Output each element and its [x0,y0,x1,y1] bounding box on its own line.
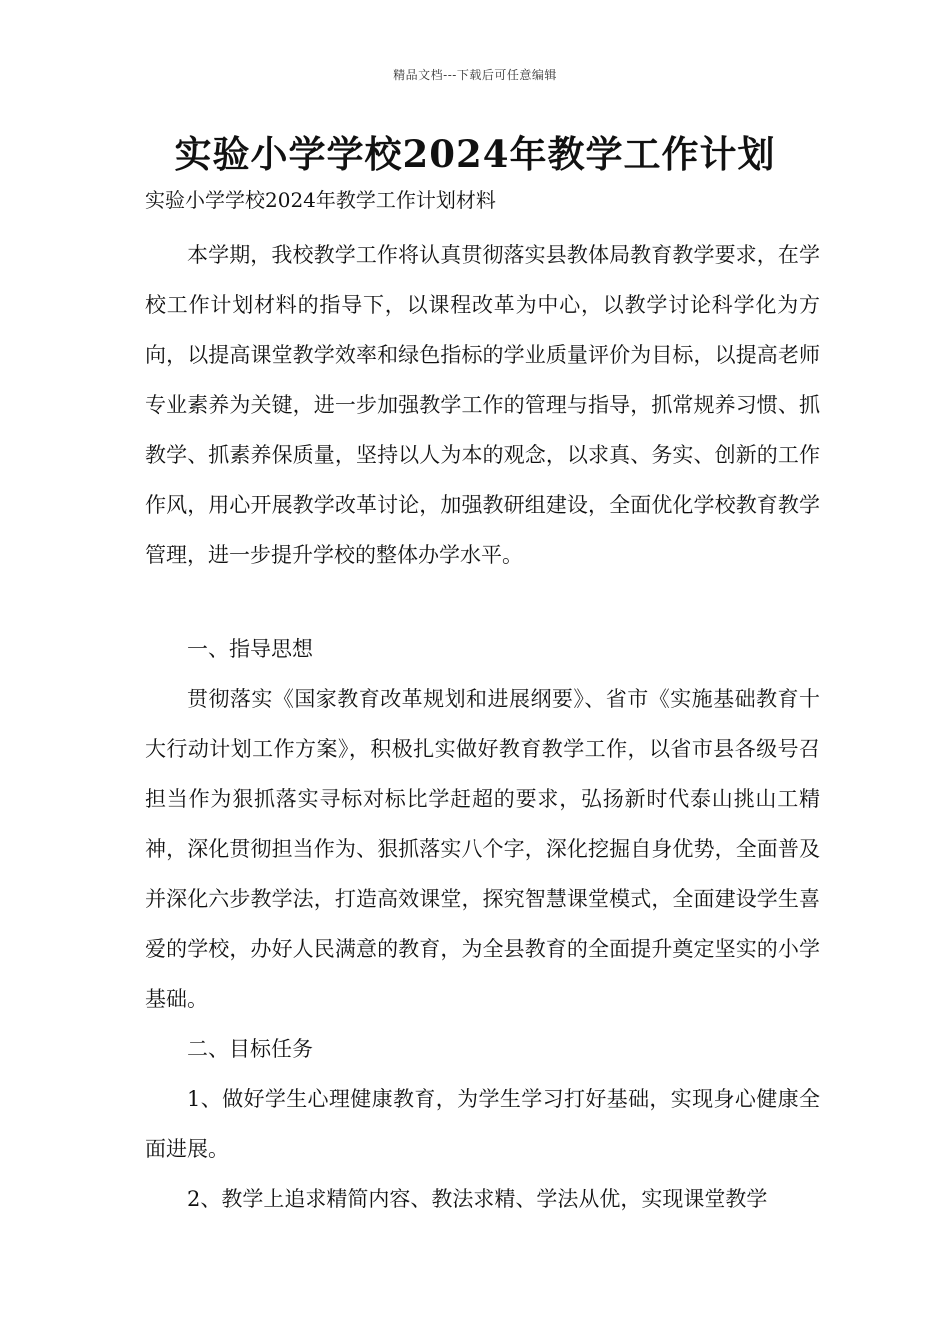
intro-paragraph: 本学期，我校教学工作将认真贯彻落实县教体局教育教学要求，在学校工作计划材料的指导下，以课程改革为中心，以教学讨论科学化为方向，以提高课堂教学效率和绿色指标的学业质量评价为目标，以提高老师专业素养为关键，进一步加强教学工作的管理与指导，抓常规养习惯、抓教学、抓素养保质量，坚持以人为本的观念，以求真、务实、创新的工作作风，用心开展教学改革讨论，加强教研组建设，全面优化学校教育教学管理，进一步提升学校的整体办学水平。 [145,243,820,567]
document-subtitle: 实验小学学校2024年教学工作计划材料 [145,188,496,212]
goal-item-2: 2、教学上追求精简内容、教法求精、学法从优，实现课堂教学 [187,1187,768,1211]
document-title: 实验小学学校2024年教学工作计划 [174,132,776,176]
section-heading-guiding-ideology: 一、指导思想 [187,637,313,661]
guiding-ideology-paragraph: 贯彻落实《国家教育改革规划和进展纲要》、省市《实施基础教育十大行动计划工作方案》，积极扎实做好教育教学工作，以省市县各级号召担当作为狠抓落实寻标对标比学赶超的要求，弘扬新时代泰山挑山工精神，深化贯彻担当作为、狠抓落实八个字，深化挖掘自身优势，全面普及并深化六步教学法，打造高效课堂，探究智慧课堂模式，全面建设学生喜爱的学校，办好人民满意的教育，为全县教育的全面提升奠定坚实的小学基础。 [145,687,820,1011]
section-heading-goals-tasks: 二、目标任务 [187,1037,313,1061]
header-note: 精品文档---下载后可任意编辑 [393,68,557,82]
goal-item-1: 1、做好学生心理健康教育，为学生学习打好基础，实现身心健康全面进展。 [145,1087,820,1161]
